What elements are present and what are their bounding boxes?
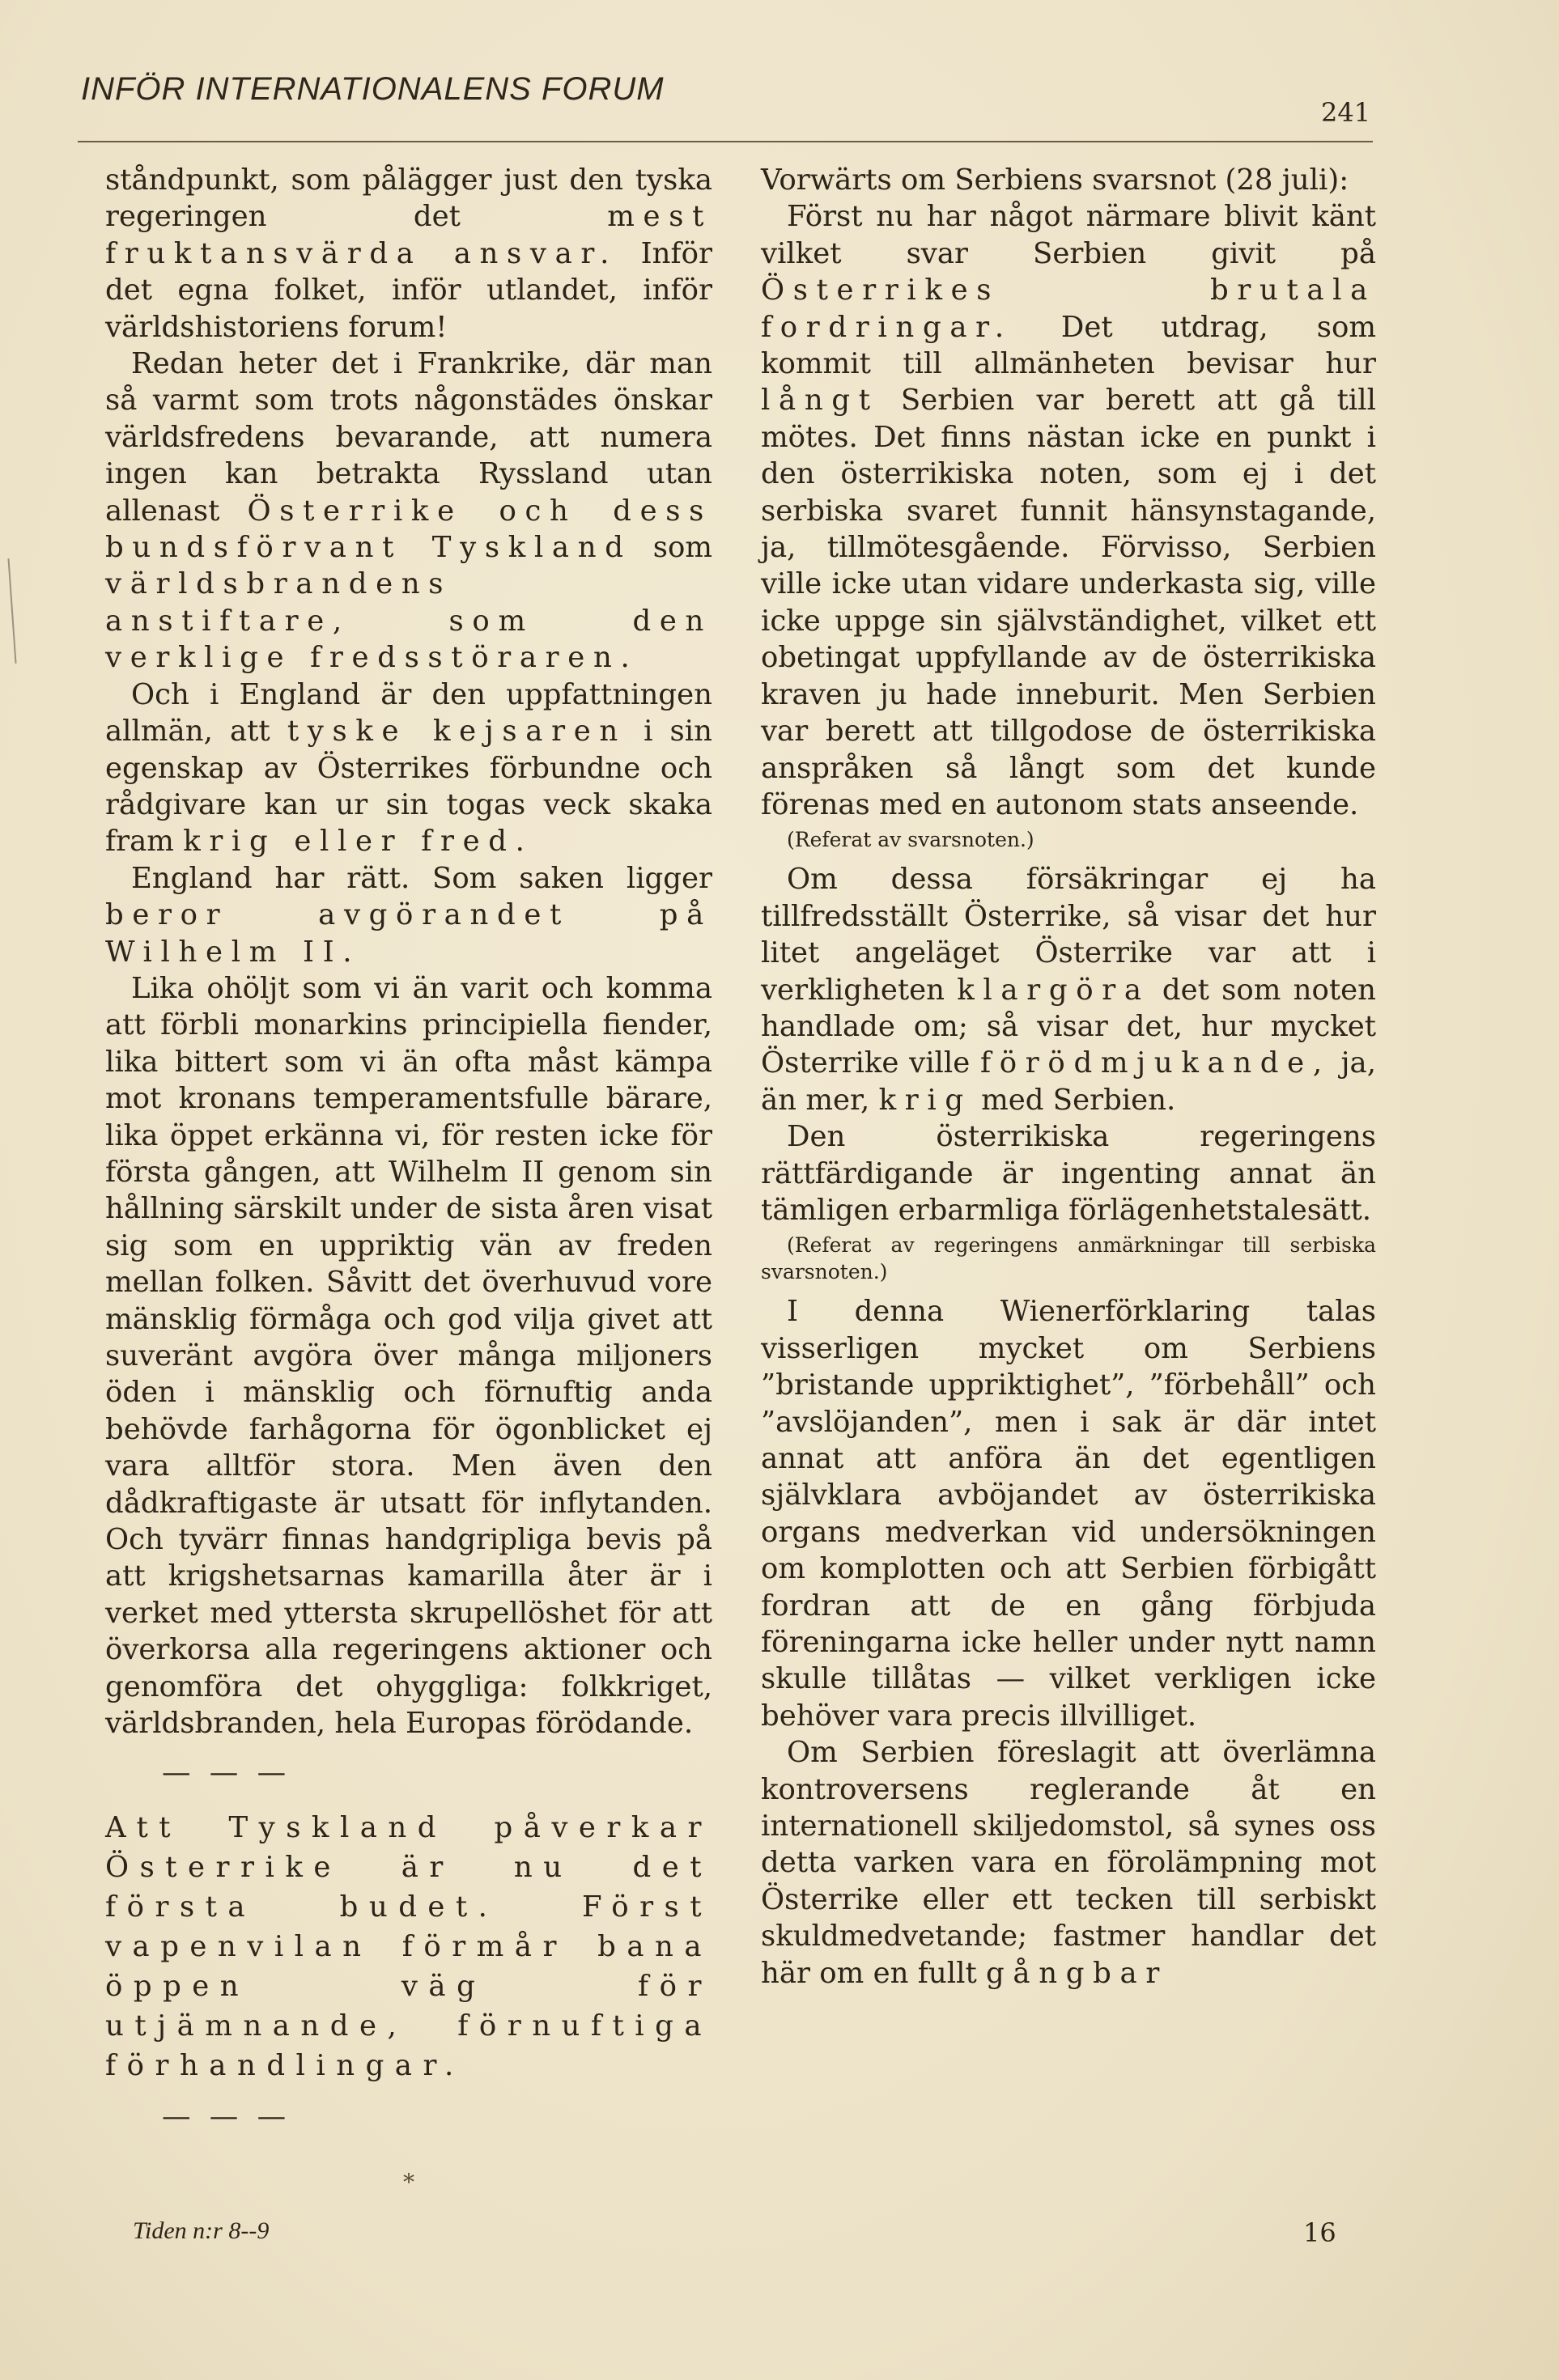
right-column (761, 162, 1376, 1992)
text: Först nu har något närmare blivit känt vilket svar Serbien givit på (761, 200, 1376, 270)
text: Redan heter det i Frankrike, där man så varmt som trots någonstädes önskar världsfredens bevarande, att numera ingen kan betrakta Ryssland utan allenast (105, 347, 712, 528)
text: Inför det egna folket, inför utlandet, inför världshistoriens forum! (105, 236, 712, 344)
text: Och i England är den uppfattningen allmän, att (105, 677, 712, 749)
running-header: INFÖR INTERNATIONALENS FORUM (81, 71, 665, 107)
footer-signature: 16 (1303, 2217, 1336, 2248)
page-number: 241 (1321, 97, 1371, 128)
paragraph (105, 677, 712, 860)
paragraph: I denna Wienerförklaring talas visserligen mycket om Serbiens ”bristande uppriktighet”, ”förbehåll” och ”avslöjanden”, men i sak är där intet annat att anföra än det egentligen självklara avböjandet av österrikiska organs medverkan vid undersökningen om komplotten och att Serbien förbigått fordran att de en gång förbjuda föreningarna icke heller under nytt namn skulle tillåtas — vilket verkligen icke behöver vara precis illvilliget. (761, 1295, 1376, 1733)
text: England har rätt. Som saken ligger (131, 861, 712, 895)
text: som (652, 531, 712, 565)
spaced-text: gångbar (986, 1956, 1168, 1990)
text: Om Serbien föreslagit att överlämna kontroversens reglerande åt en internationell skiljedomstol, så synes oss detta varken vara en förolämpning mot Österrike eller ett tecken till serbiskt skuldmedvetande; fastmer handlar det här om en fullt (761, 1736, 1376, 1990)
spaced-text: långt (761, 384, 879, 418)
spaced-text: världsbrandens anstiftare, som den verklige fredsstöraren. (105, 567, 712, 675)
footer-issue: Tiden n:r 8--9 (133, 2217, 270, 2244)
spaced-text: tyske kejsaren (287, 715, 627, 749)
spaced-text: krig (878, 1083, 972, 1117)
text: Det utdrag, som kommit till allmänheten bevisar hur (761, 310, 1376, 381)
paragraph (761, 1734, 1376, 1992)
text: ståndpunkt, som pålägger just den tyska regeringen det (105, 163, 712, 234)
header-rule (78, 141, 1373, 142)
text: Om dessa försäkringar ej ha tillfredsställt Österrike, så visar det hur litet angeläget Österrike var att i verkligheten (761, 863, 1376, 1007)
paragraph (105, 346, 712, 677)
paragraph: Lika ohöljt som vi än varit och komma att förbli monarkins principiella fiender, lika bittert som vi än ofta måst kämpa mot kronans temperamentsfulle bärare, lika öppet erkänna vi, för resten icke för första gången, att Wilhelm II genom sin hållning särskilt under de sista åren visat sig som en uppriktig vän av freden mellan folken. Såvitt det överhuvud vore mänsklig förmåga och god vilja givet att suveränt avgöra över många miljoners öden i mänsklig och förnuftig anda behövde farhågorna för ögonblicket ej vara alltför stora. Men även den dådkraftigaste är utsatt för inflytanden. Och tyvärr finnas handgripliga bevis på att krigshetsarnas kamarilla åter är i verket med yttersta skrupellöshet för att överkorsa alla regeringens aktioner och genomföra det ohyggliga: folkkriget, världsbranden, hela Europas förödande. (105, 971, 712, 1741)
text: det som noten handlade om; så visar det, hur mycket Österrike ville (761, 973, 1376, 1080)
text: med Serbien. (981, 1083, 1176, 1117)
source-note: (Referat av svarsnoten.) (787, 828, 1034, 852)
margin-pencil-mark (7, 558, 16, 664)
spaced-text: krig eller fred. (183, 825, 533, 859)
spaced-text: Österrike och dess bundsförvant Tyskland (105, 494, 712, 565)
text: Serbien var berett att gå till mötes. Det finns nästan icke en punkt i den österrikiska noten, som ej i det serbiska svaret funnit hänsynstagande, ja, tillmötesgående. Förvisso, Serbien ville icke utan vidare underkasta sig, ville icke uppge sin självständighet, vilket ett obetingat uppfyllande av de österrikiska kraven ju hade inneburit. Men Serbien var berett att tillgodose de österrikiska anspråken så långt som det kunde förenas med en autonom stats anseende. (761, 384, 1376, 821)
paragraph (105, 860, 712, 970)
section-separator: — — — (162, 1756, 291, 1790)
spaced-text: klargöra (957, 973, 1150, 1007)
paragraph: Den österrikiska regeringens rättfärdigande är ingenting annat än tämligen erbarmliga förlägenhetstalesätt. (761, 1120, 1376, 1227)
text: ja, än mer, (761, 1046, 1376, 1117)
paragraph (761, 198, 1376, 823)
spaced-text: Österrikes brutala fordringar. (761, 274, 1376, 344)
paragraph (105, 162, 712, 346)
text: i sin egenskap av Österrikes förbundne och rådgivare kan ur sin togas veck skaka fram (105, 715, 712, 859)
emphasized-paragraph: Att Tyskland påverkar Österrike är nu det första budet. Först vapenvilan förmår bana öppen väg för utjämnande, förnuftiga förhandlingar. (105, 1810, 712, 2082)
spaced-text: mest fruktansvärda ansvar. (105, 200, 712, 270)
spaced-text: förödmjukande, (980, 1046, 1331, 1080)
section-heading: Vorwärts om Serbiens svarsnot (28 juli): (761, 163, 1349, 197)
asterisk-mark: * (403, 2169, 414, 2195)
paragraph (761, 861, 1376, 1118)
source-note: (Referat av regeringens anmärkningar till serbiska svarsnoten.) (761, 1233, 1376, 1284)
left-column (105, 162, 712, 2151)
section-separator: — — — (162, 2099, 291, 2133)
spaced-text: beror avgörandet på Wilhelm II. (105, 898, 712, 969)
